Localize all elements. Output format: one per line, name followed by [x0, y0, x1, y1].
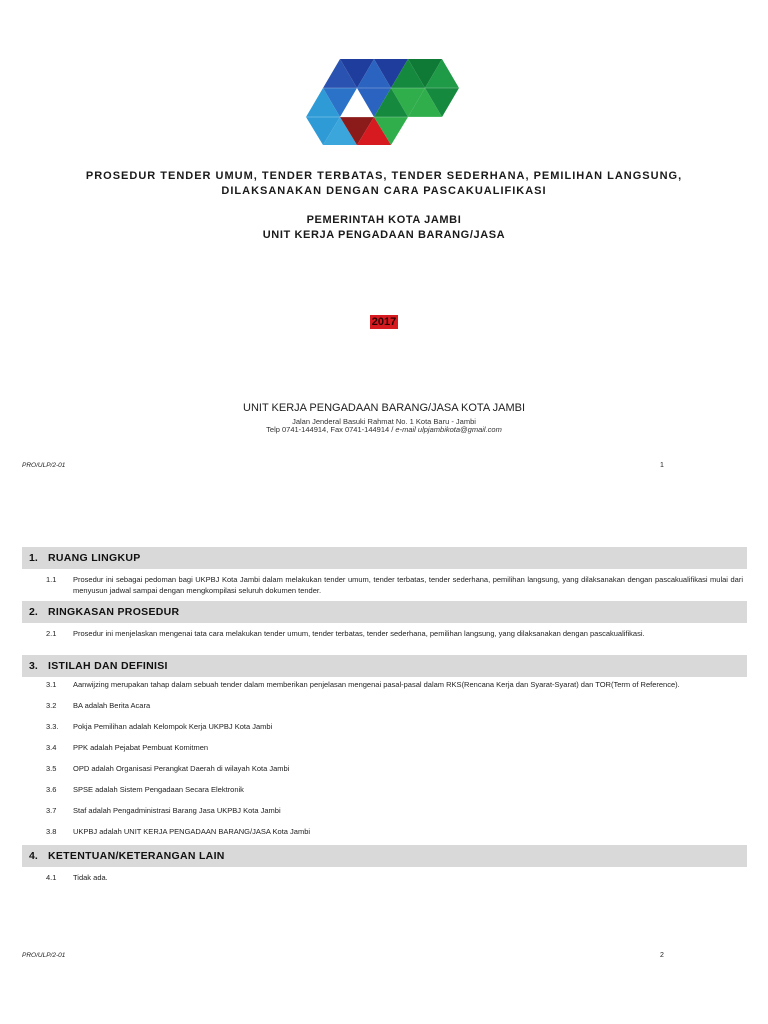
- item-text: BA adalah Berita Acara: [73, 701, 151, 710]
- item-number: 3.5: [46, 764, 57, 773]
- item-text: OPD adalah Organisasi Perangkat Daerah di wilayah Kota Jambi: [73, 764, 290, 773]
- org-contact: [0, 425, 768, 434]
- year-badge: 2017: [371, 316, 397, 328]
- section-number: 2.: [29, 606, 38, 618]
- section-number: 1.: [29, 552, 38, 564]
- footer-page-number: 2: [660, 952, 664, 959]
- section-number: 4.: [29, 850, 38, 862]
- item-text: Staf adalah Pengadministrasi Barang Jasa UKPBJ Kota Jambi: [73, 806, 281, 815]
- section-header-1: [22, 547, 747, 569]
- section-number: 3.: [29, 660, 38, 672]
- item-number: 3.7: [46, 806, 57, 815]
- section-title: RUANG LINGKUP: [48, 552, 141, 564]
- item-text: Tidak ada.: [73, 873, 108, 882]
- item-text: Prosedur ini menjelaskan mengenai tata cara melakukan tender umum, tender terbatas, tender sederhana, pemilihan langsung, yang dilaksanakan dengan pascakualifikasi.: [73, 629, 645, 638]
- item-number: 3.2: [46, 701, 57, 710]
- item-number: 4.1: [46, 873, 57, 882]
- item-number: 3.1: [46, 680, 57, 689]
- footer-doc-code: PRO/ULP/2-01: [22, 952, 66, 959]
- section-header-3: [22, 655, 747, 677]
- item-number: 3.6: [46, 785, 57, 794]
- item-text: Prosedur ini sebagai pedoman bagi UKPBJ Kota Jambi dalam melakukan tender umum, tender terbatas, tender sederhana, pemilihan langsung, yang dilaksanakan dengan pascakualifikasi mulai dari menyusun jadwal sampai dengan mengkompilasi seluruh dokumen tender.: [73, 575, 743, 595]
- item-text: PPK adalah Pejabat Pembuat Komitmen: [73, 743, 209, 752]
- org-name: UNIT KERJA PENGADAAN BARANG/JASA KOTA JAMBI: [243, 402, 525, 414]
- government-name: PEMERINTAH KOTA JAMBI: [306, 214, 462, 226]
- document-title-line1: PROSEDUR TENDER UMUM, TENDER TERBATAS, TENDER SEDERHANA, PEMILIHAN LANGSUNG,: [85, 170, 683, 182]
- ukpbj-logo: [300, 55, 465, 150]
- item-text: Aanwijzing merupakan tahap dalam sebuah tender dalam memberikan penjelasan mengenai pasal-pasal dalam RKS(Rencana Kerja dan Syarat-Syarat) dan TOR(Term of Reference).: [73, 680, 680, 689]
- section-header-4: [22, 845, 747, 867]
- item-text: Pokja Pemilihan adalah Kelompok Kerja UKPBJ Kota Jambi: [73, 722, 273, 731]
- item-number: 3.4: [46, 743, 57, 752]
- section-title: KETENTUAN/KETERANGAN LAIN: [48, 850, 225, 862]
- item-text: UKPBJ adalah UNIT KERJA PENGADAAN BARANG/JASA Kota Jambi: [73, 827, 311, 836]
- org-address: Jalan Jenderal Basuki Rahmat No. 1 Kota Baru - Jambi: [292, 417, 476, 426]
- section-title: ISTILAH DAN DEFINISI: [48, 660, 168, 672]
- item-number: 3.8: [46, 827, 57, 836]
- item-number: 3.3.: [46, 722, 59, 731]
- item-number: 1.1: [46, 575, 57, 584]
- item-text: SPSE adalah Sistem Pengadaan Secara Elektronik: [73, 785, 244, 794]
- section-title: RINGKASAN PROSEDUR: [48, 606, 180, 618]
- org-phone-fax: Telp 0741-144914, Fax 0741-144914 /: [266, 425, 396, 434]
- org-email: e-mail ulpjambikota@gmail.com: [395, 425, 502, 434]
- footer-doc-code: PRO/ULP/2-01: [22, 462, 66, 469]
- footer-page-number: 1: [660, 462, 664, 469]
- document-title-line2: DILAKSANAKAN DENGAN CARA PASCAKUALIFIKASI: [221, 185, 547, 197]
- section-header-2: [22, 601, 747, 623]
- unit-name: UNIT KERJA PENGADAAN BARANG/JASA: [262, 229, 506, 241]
- item-number: 2.1: [46, 629, 57, 638]
